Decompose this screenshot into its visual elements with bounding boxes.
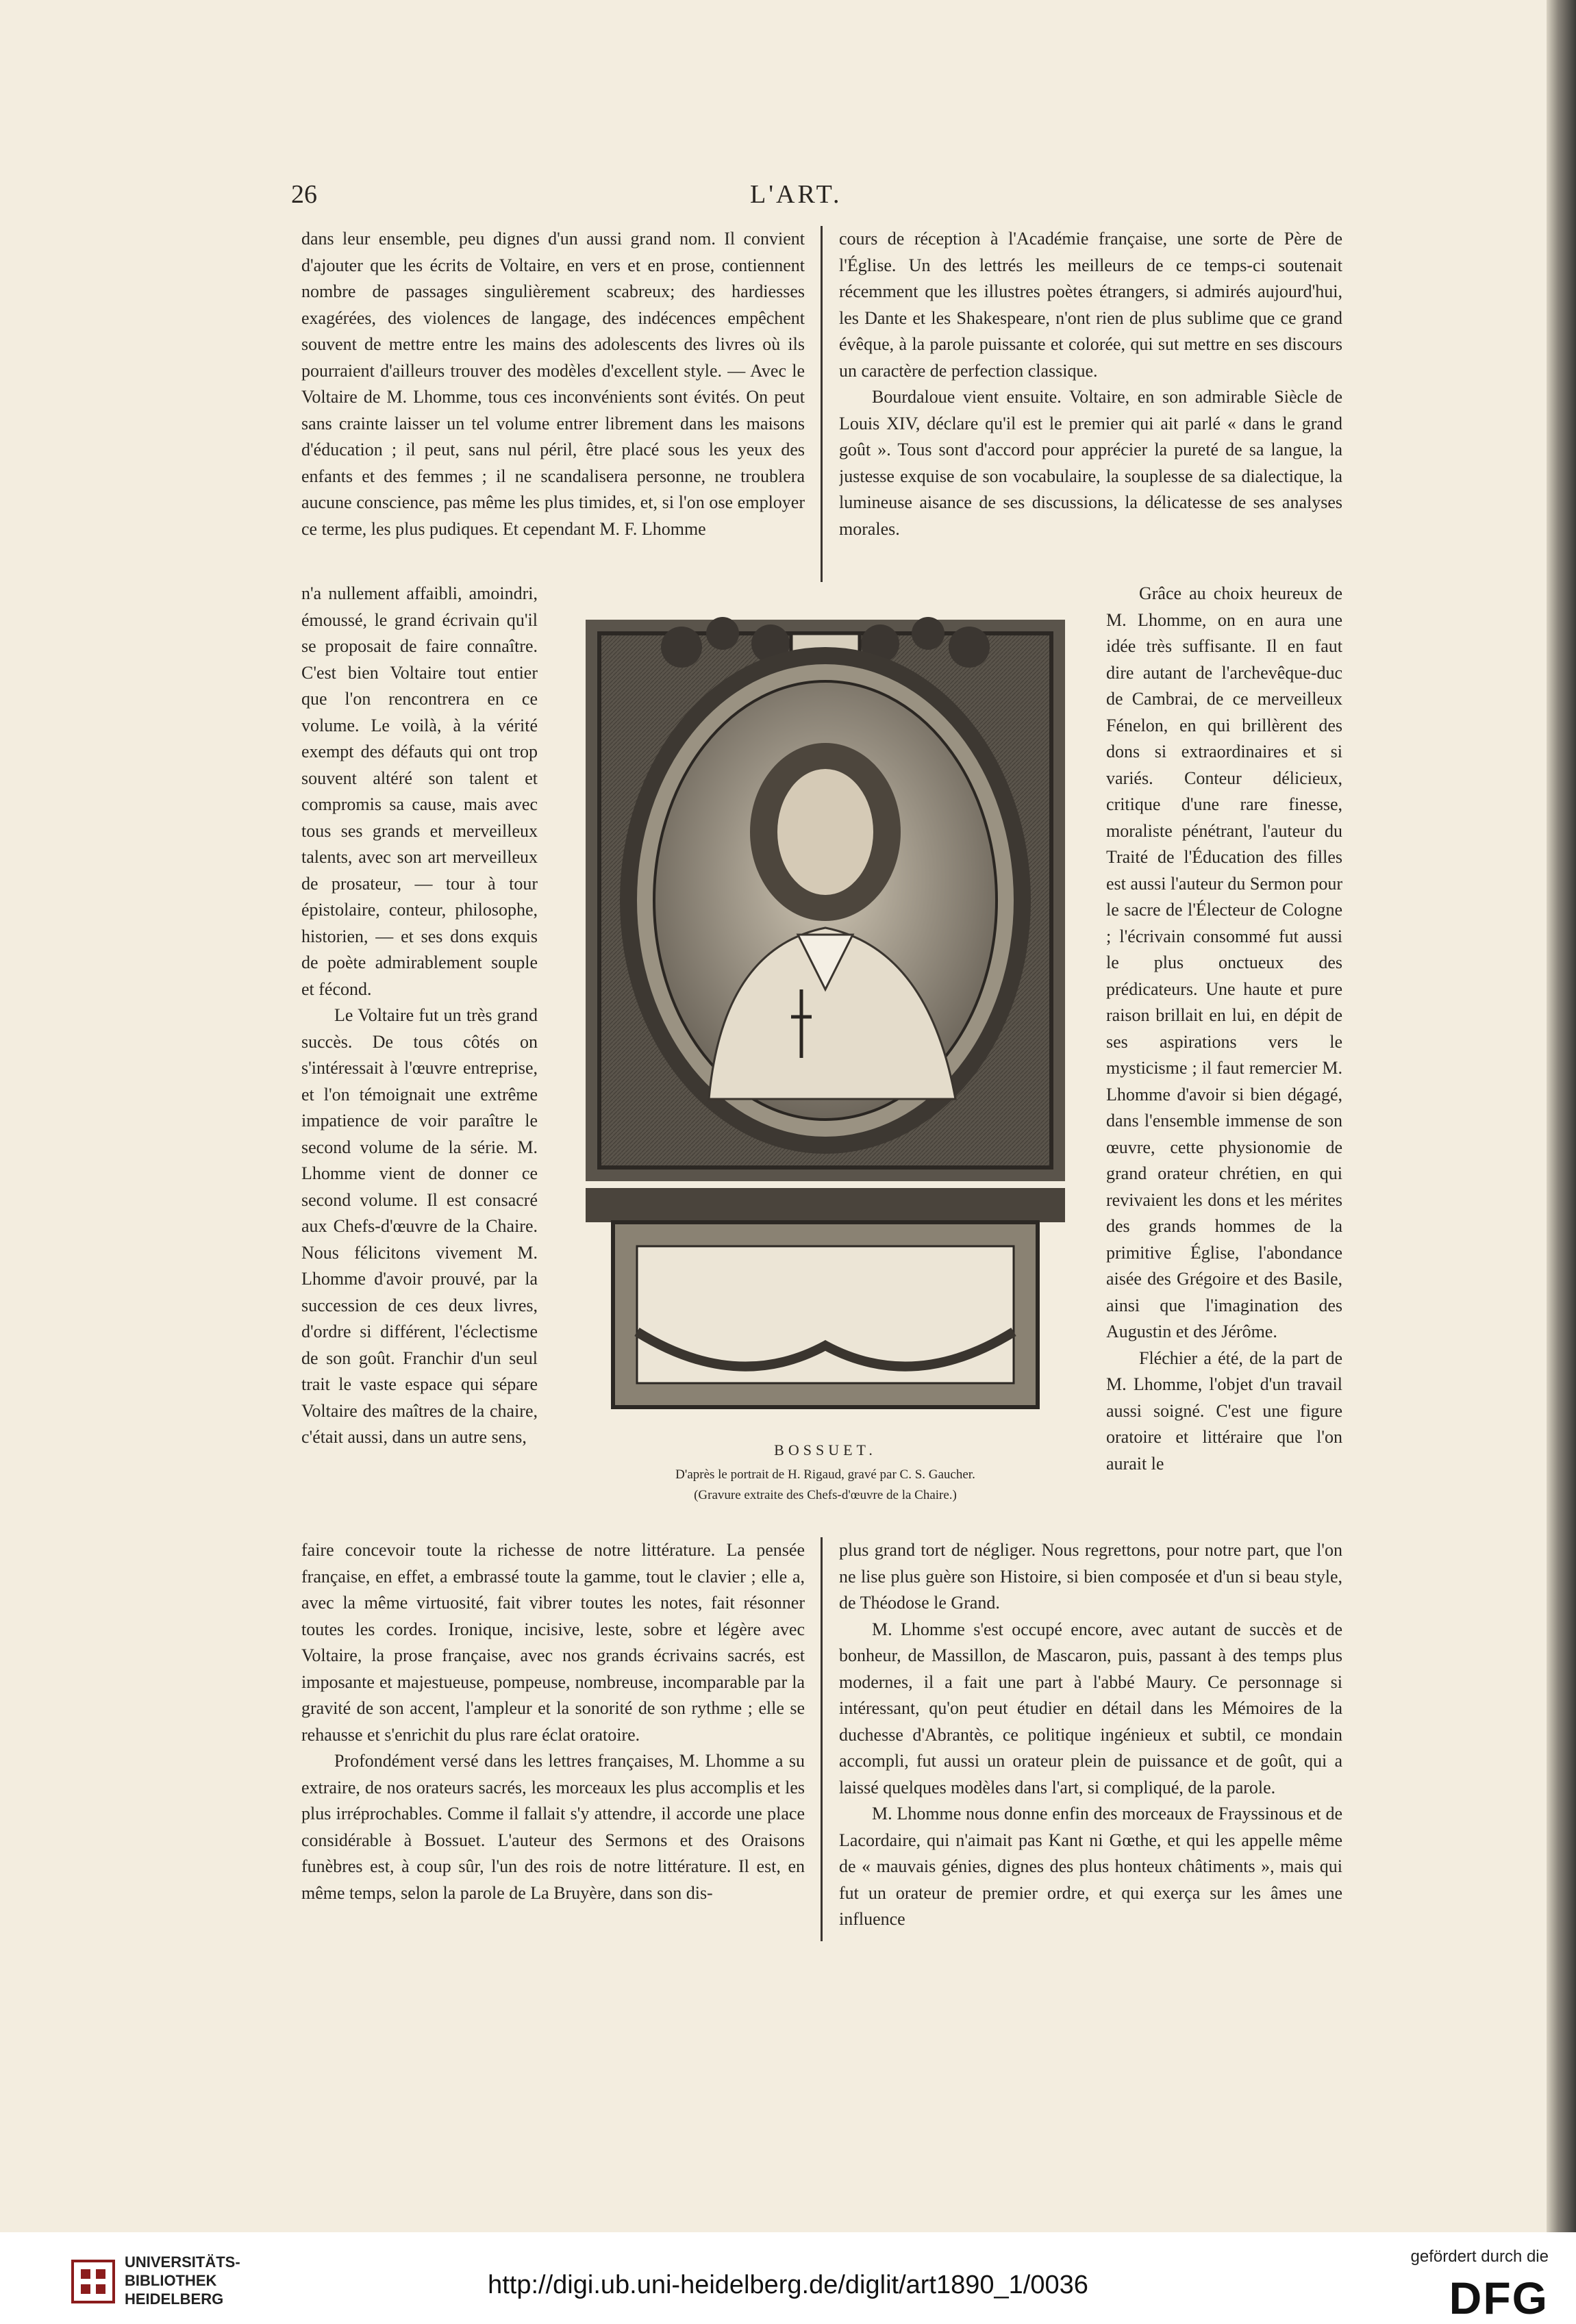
paragraph: n'a nullement affaibli, amoindri, émoussé, le grand écrivain qu'il se proposait de faire connaître. C'est bien Voltaire tout entier que l'on rencontrera en ce volume. Le voilà, à la vérité exempt des défauts qui ont trop souvent altéré son talent et compromis sa cause, mais avec tous ses grands et merveilleux talents, avec son art merveilleux de prosateur, — tour à tour épistolaire, conteur, philosophe, historien, — et ses dons exquis de poète admirablement souple et fécond.	[301, 583, 538, 999]
column-rule	[821, 226, 823, 582]
page-edge	[1547, 0, 1576, 2232]
library-name-line: HEIDELBERG	[125, 2290, 224, 2308]
figure-caption	[572, 1441, 1079, 1506]
right-column-top	[839, 226, 1342, 585]
right-column-middle	[1106, 581, 1342, 1539]
paragraph: dans leur ensemble, peu dignes d'un aussi grand nom. Il convient d'ajouter que les écrits de Voltaire, en vers et en prose, contiennent nombre de passages singulièrement scabreux; des hardiesses exagérées, des violences de langage, des indécences empêchent souvent de mettre entre les mains des adolescents des livres où ils pourraient d'ailleurs trouver des modèles d'excellent style. — Avec le Voltaire de M. Lhomme, tous ces inconvénients sont évités. On peut sans crainte laisser un tel volume entrer librement dans les maisons d'éducation ; il peut, sans nul péril, être placé sous les yeux des enfants et des femmes ; il ne scandalisera personne, ne troublera aucune conscience, pas même les plus timides, et, si l'on ose employer ce terme, les plus pudiques. Et cependant M. F. Lhomme	[301, 229, 805, 539]
page-number: 26	[291, 180, 317, 209]
left-column-bottom	[301, 1537, 805, 1941]
left-column-middle	[301, 581, 538, 1539]
right-column-bottom	[839, 1537, 1342, 1941]
paragraph: Fléchier a été, de la part de M. Lhomme, l'objet d'un travail aussi soigné. C'est une figure oratoire et littéraire que l'on aurait le	[1106, 1348, 1342, 1474]
caption-source: (Gravure extraite des Chefs-d'œuvre de la Chaire.)	[694, 1488, 957, 1502]
paragraph: plus grand tort de négliger. Nous regrettons, pour notre part, que l'on ne lise plus guère son Histoire, si bien composée et d'un si beau style, de Théodose le Grand.	[839, 1540, 1342, 1613]
source-url-link[interactable]: http://digi.ub.uni-heidelberg.de/diglit/art1890_1/0036	[488, 2271, 1088, 2299]
paragraph: M. Lhomme s'est occupé encore, avec autant de succès et de bonheur, de Massillon, de Mascaron, puis, passant à des temps plus modernes, il a fait une part à l'abbé Maury. Ce personnage si intéressant, qu'on peut étudier en détail dans les Mémoires de la duchesse d'Abrantès, ce politique ingénieux et subtil, ce mondain accompli, fut aussi un orateur plein de puissance et de goût, qui a laissé quelques modèles dans l'art, si compliqué, de la parole.	[839, 1619, 1342, 1797]
dfg-logo: DFG	[1449, 2273, 1549, 2323]
library-name-line: BIBLIOTHEK	[125, 2272, 217, 2289]
running-head: L'ART.	[750, 180, 842, 209]
plinth	[586, 1188, 1065, 1222]
paragraph: faire concevoir toute la richesse de notre littérature. La pensée française, en effet, a embrassé toute la gamme, tout le clavier ; elle a, avec la même virtuosité, fait vibrer toutes les notes, fait résonner toutes les cordes. Ironique, incisive, leste, sobre et légère avec Voltaire, la prose française, avec nos grands écrivains sacrés, est imposante et majestueuse, pompeuse, nombreuse, incomparable par la gravité de son accent, l'ampleur et la sonorité de son rythme ; elle se rehausse et s'enrichit du plus rare éclat oratoire.	[301, 1540, 805, 1745]
paragraph: Le Voltaire fut un très grand succès. De tous côtés on s'intéressait à l'œuvre entreprise, et l'on témoignait une extrême impatience de voir paraître le second volume de la série. M. Lhomme vient de donner ce second volume. Il est consacré aux Chefs-d'œuvre de la Chaire. Nous félicitons vivement M. Lhomme d'avoir prouvé, par la succession de ces deux livres, d'ordre si différent, l'éclectisme de son goût. Franchir d'un seul trait le vaste espace qui sépare Voltaire des maîtres de la chaire, c'était aussi, dans un autre sens,	[301, 1005, 538, 1447]
paragraph: M. Lhomme nous donne enfin des morceaux de Frayssinous et de Lacordaire, qui n'aimait pas Kant ni Gœthe, et qui les appelle même de « mauvais génies, dignes des plus honteux châtiments », mais qui fut un orateur de premier ordre, et qui exerça sur les âmes une influence	[839, 1804, 1342, 1929]
funding-note: gefördert durch die	[1410, 2247, 1549, 2266]
paragraph: Bourdaloue vient ensuite. Voltaire, en son admirable Siècle de Louis XIV, déclare qu'il est le premier qui ait parlé « dans le grand goût ». Tous sont d'accord pour apprécier la pureté de sa langue, la justesse exquise de son vocabulaire, la souplesse de sa dialectique, la lumineuse aisance de ses discussions, la délicatesse de ses analyses morales.	[839, 387, 1342, 539]
paragraph: Profondément versé dans les lettres françaises, M. Lhomme a su extraire, de nos orateurs sacrés, les morceaux les plus accomplis et les plus irréprochables. Comme il fallait s'y attendre, il accorde une place considérable à Bossuet. L'auteur des Sermons et des Oraisons funèbres est, à coup sûr, l'un des rois de notre littérature. Il est, en même temps, selon la parole de La Bruyère, dans son dis-	[301, 1751, 805, 1903]
library-name-line: UNIVERSITÄTS-	[125, 2253, 240, 2271]
paragraph: cours de réception à l'Académie française, une sorte de Père de l'Église. Un des lettrés les meilleurs de ce temps-ci soutenait récemment que les illustres poètes étrangers, si admirés aujourd'hui, les Dante et les Shakespeare, n'ont rien de plus sublime que ce grand évêque, à la parole puissante et colorée, qui sut mettre en ses discours un caractère de perfection classique.	[839, 229, 1342, 381]
bossuet-engraving	[572, 606, 1079, 1428]
caption-title: BOSSUET.	[774, 1441, 877, 1458]
column-rule	[821, 1537, 823, 1941]
caption-credit: D'après le portrait de H. Rigaud, gravé par C. S. Gaucher.	[675, 1467, 975, 1482]
paragraph: Grâce au choix heureux de M. Lhomme, on en aura une idée très suffisante. Il en faut dire autant de l'archevêque-duc de Cambrai, de ce merveilleux Fénelon, en qui brillèrent des dons si extraordinaires et si variés. Conteur délicieux, critique d'une rare finesse, moraliste pénétrant, l'auteur du Traité de l'Éducation des filles est aussi l'auteur du Sermon pour le sacre de l'Électeur de Cologne ; l'écrivain consommé fut aussi le plus onctueux des prédicateurs. Une haute et pure raison brillait en lui, en dépit de ses aspirations vers le mysticisme ; il faut remercier M. Lhomme d'avoir si bien dégagé, dans l'ensemble immense de son œuvre, cette physionomie de grand orateur chrétien, en qui revivaient les dons et les mérites des grands hommes de la primitive Église, l'abondance aisée des Grégoire et des Basile, ainsi que l'imagination des Augustin et des Jérôme.	[1106, 583, 1342, 1341]
left-column-top	[301, 226, 805, 582]
